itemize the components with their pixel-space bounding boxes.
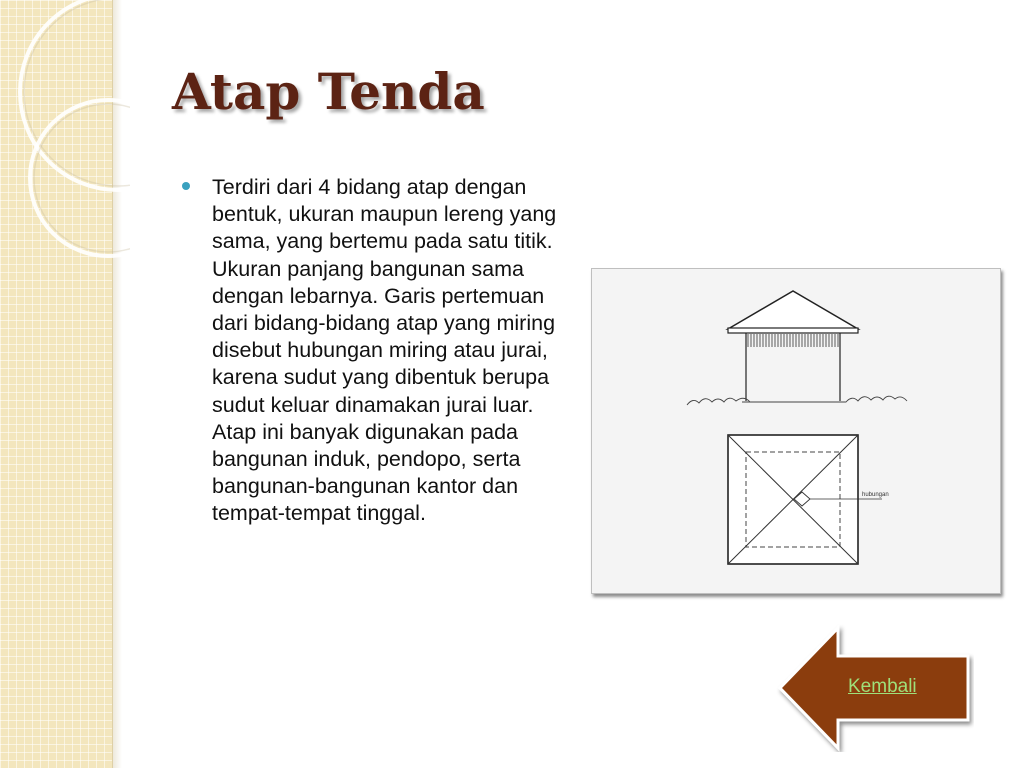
slide-title: Atap Tenda (172, 62, 485, 121)
decorative-ring-large-inner (24, 0, 130, 186)
back-button-label[interactable]: Kembali (848, 676, 917, 697)
bullet-dot-icon (182, 182, 190, 190)
roof-diagram (592, 269, 1000, 593)
bullet-text: Terdiri dari 4 bidang atap dengan bentuk, ukuran maupun lereng yang sama, yang bertemu pada satu titik. Ukuran panjang bangunan sama dengan lebarnya. Garis pertemuan dari bidang-bidang atap yang miring disebut hubungan miring atau jurai, karena sudut yang dibentuk berupa sudut keluar dinamakan jurai luar. Atap ini banyak digunakan pada bangunan induk, pendopo, serta bangunan-bangunan kantor dan tempat-tempat tinggal. (212, 175, 557, 526)
roof-eave-board (728, 328, 858, 333)
roof-diagram-image (591, 268, 1001, 594)
annotation-label: hubungan (862, 492, 889, 498)
rafter-hatching (748, 334, 838, 347)
back-button[interactable] (776, 624, 974, 752)
ground-shrubs (687, 396, 907, 405)
roof-elevation-triangle (728, 291, 858, 329)
decorative-rings (0, 0, 130, 768)
bullet-list (182, 174, 572, 528)
